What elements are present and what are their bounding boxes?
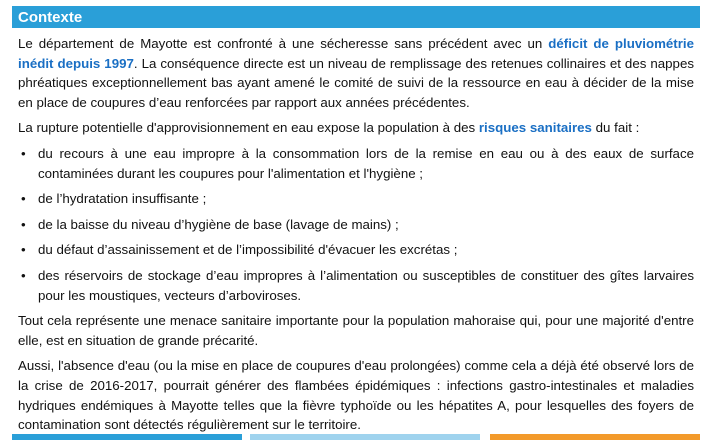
paragraph-text: . La conséquence directe est un niveau de remplissage des retenues collinaires et des nappes phréatiques exceptionnellement bas ayant amené le comité de suivi de la ressource en eau à décider de la mise en place de coupures d’eau renforcées par rapport aux années précédentes.	[18, 55, 694, 110]
paragraph-text: La rupture potentielle d'approvisionnement en eau expose la population à des	[18, 120, 479, 136]
risk-list	[18, 144, 694, 305]
section-header	[12, 6, 700, 28]
highlight-health-risks: risques sanitaires	[478, 120, 592, 136]
bullet-icon: •	[21, 191, 26, 207]
bullet-icon: •	[21, 216, 26, 232]
list-item	[18, 215, 694, 235]
list-item-text: de l’hydratation insuffisante ;	[38, 191, 207, 207]
paragraph-risks-intro	[18, 118, 694, 138]
paragraph-context	[18, 34, 694, 112]
footer-color-strip	[0, 434, 712, 440]
list-item-text: des réservoirs de stockage d’eau impropres à l’alimentation ou susceptibles de constituer des gîtes larvaires pour les moustiques, vecteurs d’arboviroses.	[38, 267, 694, 303]
paragraph-threat: Tout cela représente une menace sanitaire importante pour la population mahoraise qui, pour une majorité d'entre elle, est en situation de grande précarité.	[18, 313, 694, 348]
highlight-rainfall-deficit: déficit de pluviométrie inédit depuis 1997	[18, 36, 694, 71]
list-item	[18, 144, 694, 183]
list-item	[18, 189, 694, 209]
list-item	[18, 266, 694, 305]
list-item-text: du recours à une eau impropre à la consommation lors de la remise en eau ou à des eaux de surface contaminées durant les coupures pour l'alimentation et l'hygiène ;	[38, 145, 694, 181]
bullet-icon: •	[21, 267, 26, 283]
document-body	[18, 34, 694, 441]
list-item	[18, 240, 694, 260]
bullet-icon: •	[21, 145, 26, 161]
list-item-text: du défaut d’assainissement et de l’impossibilité d'évacuer les excrétas ;	[38, 242, 458, 258]
footer-segment	[250, 434, 480, 440]
paragraph-epidemics: Aussi, l'absence d'eau (ou la mise en place de coupures d'eau prolongées) comme cela a déjà été observé lors de la crise de 2016-2017, pourrait générer des flambées épidémiques : infections gastro-intestinales et maladies hydriques endémiques à Mayotte telles que la fièvre typhoïde ou les hépatites A, pour lesquelles des foyers de contamination sont détectés régulièrement sur le territoire.	[18, 358, 694, 433]
paragraph-text: du fait :	[591, 120, 640, 136]
footer-segment	[12, 434, 242, 440]
footer-segment	[490, 434, 700, 440]
section-title: Contexte	[18, 9, 83, 26]
bullet-icon: •	[21, 242, 26, 258]
paragraph-text: Le département de Mayotte est confronté à une sécheresse sans précédent avec un	[18, 36, 549, 51]
list-item-text: de la baisse du niveau d’hygiène de base (lavage de mains) ;	[38, 216, 399, 232]
